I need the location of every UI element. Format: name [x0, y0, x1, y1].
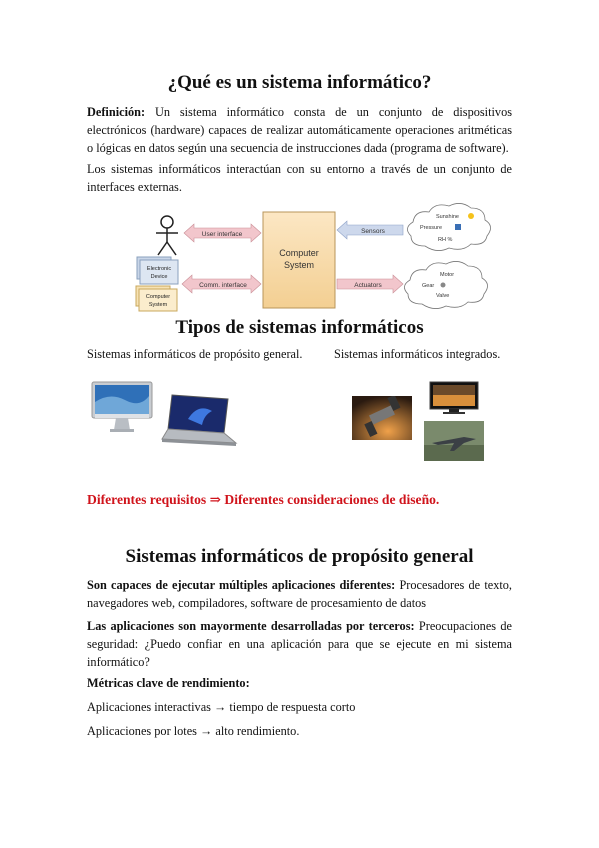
- embedded-caption: Sistemas informáticos integrados.: [334, 347, 501, 361]
- television-image: [429, 381, 479, 415]
- sensors-label: Sensors: [361, 228, 385, 235]
- multiple-apps-paragraph: [87, 576, 512, 612]
- cloud1-sunshine: Sunshine: [436, 214, 459, 220]
- third-party-label: Las aplicaciones son mayormente desarrolladas por terceros:: [87, 619, 415, 633]
- design-requirements-highlight: Diferentes requisitos ⇒ Diferentes consideraciones de diseño.: [87, 492, 440, 507]
- comm-interface-arrow: [182, 275, 261, 293]
- user-interface-label: User interface: [201, 231, 243, 238]
- batch-apps-line: Aplicaciones por lotes → alto rendimiento.: [87, 724, 300, 738]
- comm-interface-label: Comm. interface: [199, 282, 247, 289]
- small-computer-label-2: System: [148, 302, 168, 308]
- sun-icon: [468, 213, 474, 219]
- gear-icon: [441, 283, 446, 288]
- satellite-image: [352, 396, 412, 440]
- computer-system-small-icon: [136, 286, 177, 311]
- computer-system-diagram: [120, 200, 492, 316]
- actuators-arrow: [337, 275, 403, 293]
- multiple-apps-text: Procesadores de texto, navegadores web, compiladores, software de procesamiento de datos: [87, 578, 513, 610]
- page-title: ¿Qué es un sistema informático?: [167, 72, 432, 93]
- cloud2-valve: Valve: [436, 293, 450, 299]
- general-purpose-caption: Sistemas informáticos de propósito general.: [87, 347, 303, 361]
- interfaces-paragraph: Los sistemas informáticos interactúan con su entorno a través de un conjunto de interfaces externas.: [87, 162, 512, 194]
- actuators-label: Actuators: [354, 282, 382, 289]
- electronic-device-label-1: Electronic: [146, 266, 172, 272]
- multiple-apps-label: Son capaces de ejecutar múltiples aplicaciones diferentes:: [87, 578, 396, 592]
- section-title-types: Tipos de sistemas informáticos: [175, 317, 424, 338]
- definition-text: Un sistema informático consta de un conjunto de dispositivos electrónicos (hardware) capaces de realizar automáticamente operaciones aritméticas o lógicas en datos según una secuencia de instrucciones dada (programa de software).: [87, 105, 512, 155]
- interactive-apps-line: Aplicaciones interactivas → tiempo de respuesta corto: [87, 700, 356, 714]
- cloud1-rh: RH %: [438, 237, 453, 243]
- cloud2-gear: Gear: [422, 283, 435, 289]
- actuators-cloud: [404, 261, 487, 308]
- electronic-device-icon: [137, 257, 178, 284]
- laptop-image: [158, 393, 240, 448]
- small-computer-label-1: Computer: [145, 294, 171, 300]
- computer-system-label-1: Computer: [279, 248, 319, 258]
- definition-paragraph: [87, 103, 512, 157]
- cloud2-motor: Motor: [440, 272, 455, 278]
- section-title-general-purpose: Sistemas informáticos de propósito general: [125, 546, 474, 567]
- sensors-cloud: [407, 203, 490, 250]
- computer-system-label-2: System: [283, 260, 315, 270]
- gauge-icon: [455, 224, 461, 230]
- cloud1-pressure: Pressure: [420, 225, 443, 231]
- desktop-computer-image: [90, 380, 154, 434]
- definition-label: Definición:: [87, 105, 146, 119]
- third-party-paragraph: [87, 617, 512, 671]
- fighter-jet-image: [424, 421, 484, 461]
- electronic-device-label-2: Device: [150, 274, 168, 280]
- performance-metrics-heading: [87, 674, 250, 692]
- sensors-arrow: [337, 221, 403, 239]
- user-figure-icon: [156, 216, 178, 255]
- user-interface-arrow: [184, 224, 261, 242]
- third-party-text: Preocupaciones de seguridad: ¿Puedo confiar en una aplicación para que se ejecute en mi sistema informático?: [87, 619, 512, 669]
- performance-metrics-label: Métricas clave de rendimiento:: [87, 676, 250, 690]
